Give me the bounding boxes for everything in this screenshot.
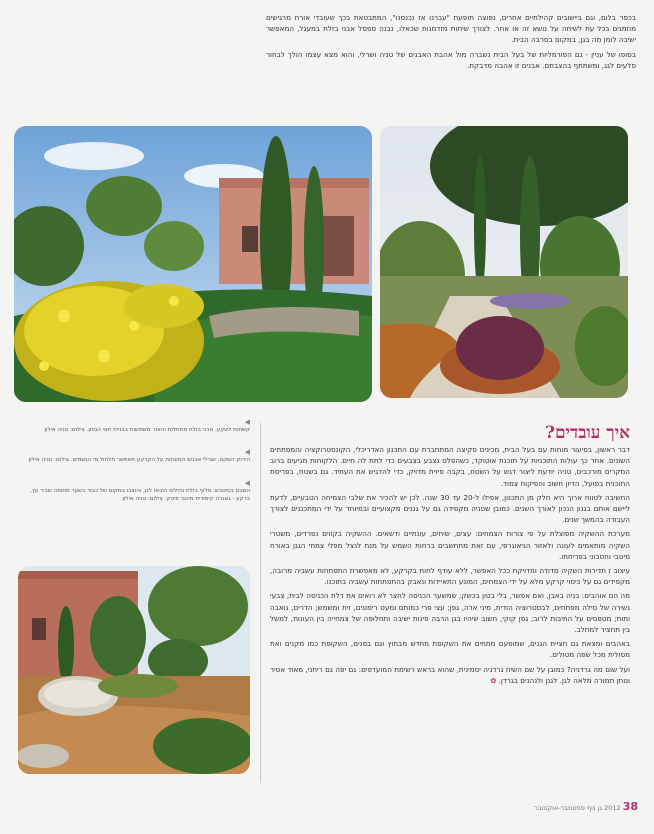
- section-paragraph-7-text: ועל שום מה גרדניה? כמובן על שם השיח גרדניה יסמינית, שהוא בראש רשימת המועדפים: גם יפה גם ריחני, מאוד אסיר ונותן תמורה מלאה לגן. לגנן ולנהנים בגרדן.: [270, 664, 630, 685]
- left-arrow-icon: ◀: [244, 478, 250, 487]
- page-footer: [520, 800, 638, 813]
- left-arrow-icon: ◀: [244, 418, 250, 426]
- garden-photo-boulders: [18, 566, 250, 774]
- section-paragraph-1: דבר ראשון, בסיעור מוחות עם בעל הבית, מכינים סקיצה המתחברת עם התכנון האדריכלי, הקונסטרוקציה והמפתחים השונים. אחר כך עולות התוכניות על תוכנת אוטוקד, כשהפלט נצבע בצבעים כדי לתת לה חיים. הלקוחות מגיעים ברוב המקרים מורכבים, טניה יודעת ליצור דגש על השטח, בקבה פיזית מדויק, כדי להדגיש את העתיד. גם בשטח, בפריסת התוכנית בפועל, הדיון חשוב והפיקוח צמוד.: [270, 445, 630, 488]
- section-paragraph-4: עיצוב ז תדירות השקיה מדודה ומדויקת ככל האפשר, ללא עודף לחות בקרקע, לא מאפשרת התפתחות עשביה מרובה, מקפידים גם על כיסוי קרקע מלא על ידי הצמחים, המונע התאיידות ונאבק בהתפתחות עשביה בתוכנו.: [270, 566, 630, 587]
- intro-paragraph-2: בסופו של עניין - גם הפורמליות של בעל הבית נשברה מול אהבת האבנים של טניה ושרלי, והוא מצא עצמו הולך לבחור סלעים לגג, ומשתתף בהצבתם. אבנים זו אהבה מדבקת.: [266, 49, 636, 70]
- captions-column: [18, 418, 250, 504]
- issue-label: 2012 גן נוף ספטמבר-אוקטובר: [534, 804, 621, 812]
- column-divider: [260, 423, 261, 783]
- garden-photo-stone-path-image: [380, 126, 628, 398]
- section-body: [270, 444, 630, 689]
- intro-text: [266, 12, 636, 74]
- section-heading: איך עובדים?: [544, 423, 630, 443]
- flower-bullet-icon: ✿: [490, 675, 497, 685]
- caption-1-text: קשתות לשקע. אבני בזלת מתחלות והאור משמשות בבניית תאי הגינון. צילום: טניה אילון: [44, 427, 250, 433]
- page-number: 38: [622, 800, 638, 813]
- left-arrow-icon: ◀: [244, 448, 250, 457]
- caption-2-text: הירוק השקט, שבילי אבנים המונחות על הקרקע מאפשר חלחול מי הגשמים. צילום: טניה אילון: [28, 457, 250, 464]
- intro-paragraph-1: בכפר בלום, וגם ביישובים קהילתיים אחרים, נפוצה תופעת "עברנו אז נכנסנו", המתבטאת בכך שעובדי אורח מרגישים מוזמנים בכל עת לשיחה על נושא זה או אחר. לצורך שיחות מזדמנות שכאלו, נבנה ספסל אבני בזלת במעגל, המאפשר ישיבה לומן מה בגן, במקום בסרבה הבית.: [266, 13, 636, 45]
- garden-photo-yellow-flowers: [14, 126, 372, 402]
- section-paragraph-7: [270, 664, 630, 686]
- garden-photo-yellow-flowers-image: [14, 126, 372, 402]
- caption-3: [18, 479, 250, 504]
- section-paragraph-3: מערכת ההשקיה מפוצלת על פי צורות הצמחים: עצים, שיחים, עונתיים ודשאים. ההשקיה בקווים נפרדים, משטרי השקיה מותאמים לעונה ולאזור הגיאוגרפי, עם זאת מתחשבים ברחות השמש על מנת לנצל מפלי צמחי הגנן באורח מיטבי וחסכוני בפריחתו.: [270, 529, 630, 561]
- caption-3-text: השבע בטיטבש. סלעי בזלת גדולים הובאו לגן, והוצבו במקום של כבוד בשער מחופה שביר עץ, ברקע - גאגרה קיפודית מיטבי פיטק. צילום: טניה אילון: [30, 487, 250, 503]
- section-paragraph-5: מה הם אוהבים: בניה באבן, ואם אפשר, בלי בטון בכשק; שמשער הכניסה לחצר לא רואים את דלת הכניסה לבית; צבעי נשירה של סילה מפתחים, לבסטרוציה הודית, מיני אדה, גפן; עצי פרי כמותם ומעט רימונים, זית ומשמש; הדרים, גואבה ותות; מטפסים על התיבות לרוב; גפן קוקי, חשוב שיהיו בגן הרבה פינות ישיבה ותחלופה של צמחייה בין העונות, למשל בין תחציר למחלב.: [270, 591, 630, 635]
- caption-1: [18, 418, 250, 434]
- garden-photo-stone-path: [380, 126, 628, 398]
- section-paragraph-6: באהבים ומצאת גם חציית הגנים, שמופעם מתחים את השקופת מחדש מבחוץ וגם בפנים, השקופת כמו מקנים ואת מסולית מכל שפה מטולים.: [270, 639, 630, 660]
- caption-2: [18, 448, 250, 464]
- section-paragraph-2: החשיבה לטווח ארוך היא חלק מן התכנון, אפילו ל-20 עד 30 שנה. לכן יש להכיר את שלבי הצמיחה הטבעיים, לדעת ליישם אותם בגנון הנכון לאורך השנים. כמובן שטניה מקפידה גם על גננים מקצועיים ובמיוחד על ידי המתכננים לצורך העבודה בהמשך שנים.: [270, 492, 630, 525]
- garden-photo-boulders-image: [18, 566, 250, 774]
